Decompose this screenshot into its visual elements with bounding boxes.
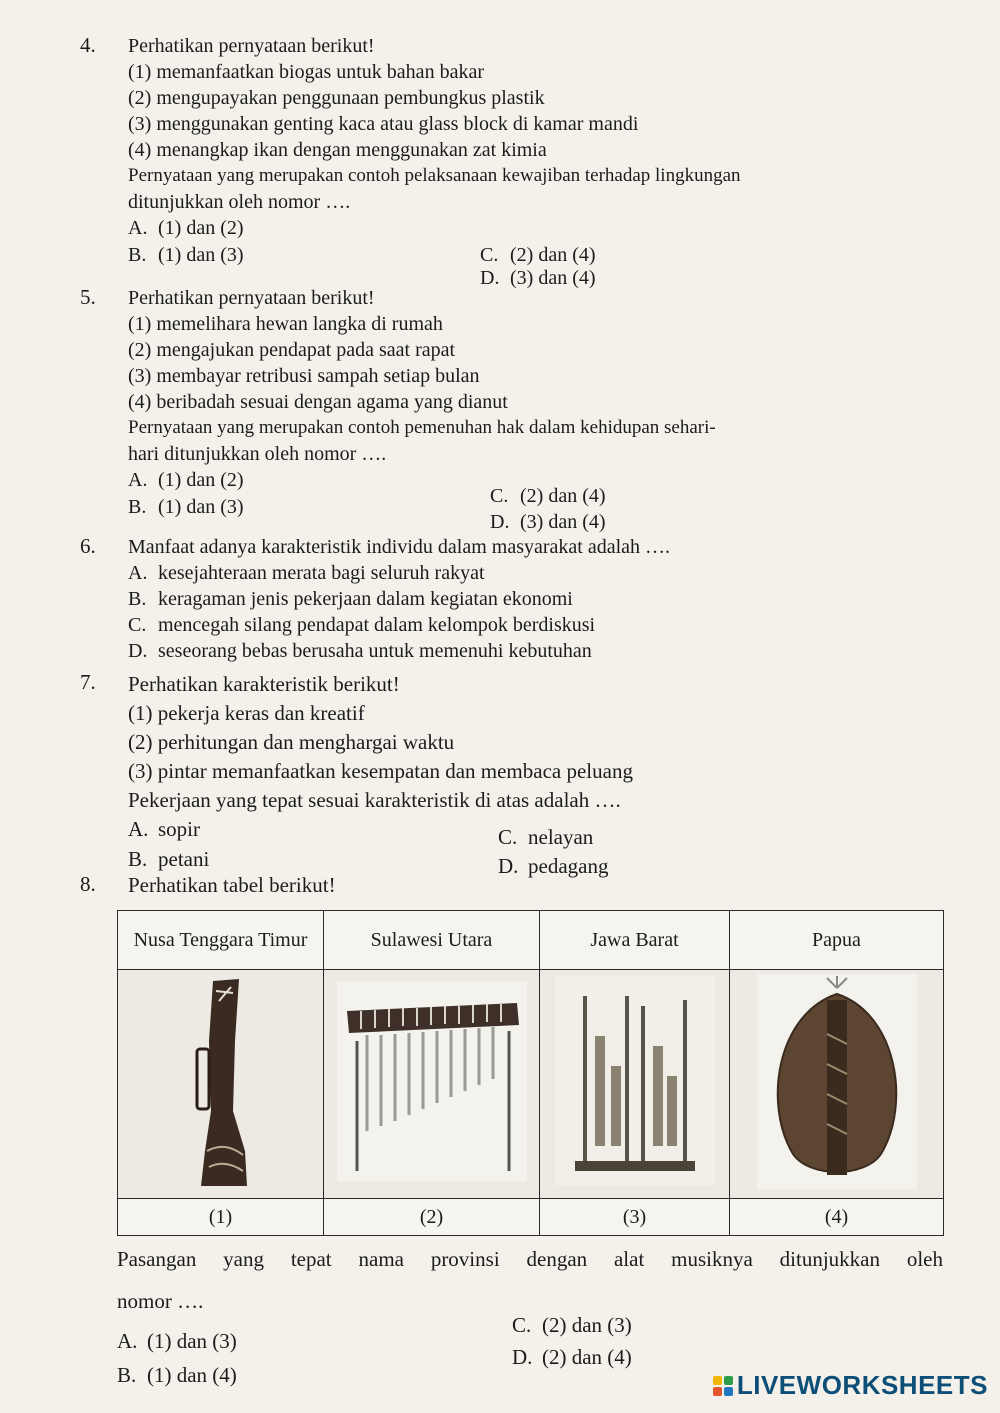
statement-item: (3) pintar memanfaatkan kesempatan dan membaca peluang	[128, 759, 633, 783]
question-text: ditunjukkan oleh nomor ….	[128, 191, 351, 213]
header-sulawesi-utara: Sulawesi Utara	[324, 911, 540, 970]
option-c[interactable]: C. (2) dan (4)	[490, 485, 606, 507]
statement-item: (1) memanfaatkan biogas untuk bahan bakar	[128, 61, 484, 83]
option-b[interactable]: B. (1) dan (4)	[117, 1363, 237, 1387]
option-b[interactable]: B. petani	[128, 847, 210, 871]
question-prompt: Perhatikan karakteristik berikut!	[128, 672, 400, 696]
statement-item: (1) pekerja keras dan kreatif	[128, 701, 365, 725]
option-d[interactable]: D. seseorang bebas berusaha untuk memenuhi kebutuhan	[128, 640, 592, 662]
option-a[interactable]: A. kesejahteraan merata bagi seluruh rakyat	[128, 562, 485, 584]
question-number: 7.	[80, 670, 96, 694]
question-5	[80, 285, 940, 533]
question-prompt: Manfaat adanya karakteristik individu dalam masyarakat adalah ….	[128, 536, 671, 558]
logo-icon	[713, 1376, 733, 1396]
question-8-text	[117, 1245, 943, 1387]
option-b[interactable]: B. keragaman jenis pekerjaan dalam kegiatan ekonomi	[128, 588, 573, 610]
question-prompt: Perhatikan pernyataan berikut!	[128, 35, 375, 57]
option-d[interactable]: D. (3) dan (4)	[480, 267, 596, 289]
kolintang-image	[324, 970, 540, 1199]
question-text: Pasangan yang tepat nama provinsi dengan alat musiknya ditunjukkan oleh	[117, 1247, 943, 1271]
statement-item: (1) memelihara hewan langka di rumah	[128, 313, 443, 335]
question-number: 5.	[80, 285, 96, 309]
statement-item: (2) mengajukan pendapat pada saat rapat	[128, 339, 456, 361]
question-4	[80, 33, 940, 289]
question-text: Pernyataan yang merupakan contoh pelaksanaan kewajiban terhadap lingkungan	[128, 165, 741, 186]
brand-name: LIVEWORKSHEETS	[736, 1370, 988, 1400]
header-papua: Papua	[730, 911, 944, 970]
option-a[interactable]: A. (1) dan (2)	[128, 217, 244, 239]
sasando-drum-image	[118, 970, 324, 1199]
question-7	[80, 670, 940, 878]
option-d[interactable]: D. (2) dan (4)	[512, 1345, 632, 1369]
question-text: Pernyataan yang merupakan contoh pemenuhan hak dalam kehidupan sehari-	[128, 417, 716, 438]
option-d[interactable]: D. pedagang	[498, 854, 609, 878]
header-ntt: Nusa Tenggara Timur	[118, 911, 324, 970]
statement-item: (4) menangkap ikan dengan menggunakan zat kimia	[128, 139, 547, 161]
item-number: (1)	[118, 1199, 324, 1236]
question-prompt: Perhatikan pernyataan berikut!	[128, 287, 375, 309]
question-number: 4.	[80, 33, 96, 57]
statement-item: (4) beribadah sesuai dengan agama yang dianut	[128, 391, 508, 413]
option-c[interactable]: C. (2) dan (3)	[512, 1313, 632, 1337]
item-number: (4)	[730, 1199, 944, 1236]
drum-icon	[161, 971, 281, 1191]
tifa-image	[730, 970, 944, 1199]
liveworksheets-logo	[713, 1370, 988, 1401]
question-text: Pekerjaan yang tepat sesuai karakteristik di atas adalah ….	[128, 788, 621, 812]
option-a[interactable]: A. (1) dan (2)	[128, 469, 244, 491]
option-d[interactable]: D. (3) dan (4)	[490, 511, 606, 533]
question-8	[80, 872, 940, 898]
angklung-image	[540, 970, 730, 1199]
question-text: hari ditunjukkan oleh nomor ….	[128, 443, 387, 465]
option-c[interactable]: C. (2) dan (4)	[480, 244, 596, 266]
question-text: nomor ….	[117, 1289, 204, 1313]
lute-icon	[757, 974, 917, 1189]
header-jawa-barat: Jawa Barat	[540, 911, 730, 970]
angklung-icon	[555, 976, 715, 1186]
statement-item: (3) membayar retribusi sampah setiap bulan	[128, 365, 480, 387]
option-a[interactable]: A. sopir	[128, 817, 200, 841]
option-b[interactable]: B. (1) dan (3)	[128, 244, 244, 266]
item-number: (2)	[324, 1199, 540, 1236]
statement-item: (3) menggunakan genting kaca atau glass block di kamar mandi	[128, 113, 639, 135]
instrument-table	[117, 910, 944, 1236]
option-c[interactable]: C. nelayan	[498, 825, 594, 849]
question-6	[80, 534, 940, 664]
kolintang-icon	[337, 981, 527, 1181]
option-b[interactable]: B. (1) dan (3)	[128, 496, 244, 518]
statement-item: (2) mengupayakan penggunaan pembungkus plastik	[128, 87, 545, 109]
question-number: 8.	[80, 872, 96, 896]
question-number: 6.	[80, 534, 96, 558]
option-a[interactable]: A. (1) dan (3)	[117, 1329, 237, 1353]
question-prompt: Perhatikan tabel berikut!	[128, 873, 336, 897]
item-number: (3)	[540, 1199, 730, 1236]
option-c[interactable]: C. mencegah silang pendapat dalam kelompok berdiskusi	[128, 614, 596, 636]
statement-item: (2) perhitungan dan menghargai waktu	[128, 730, 455, 754]
